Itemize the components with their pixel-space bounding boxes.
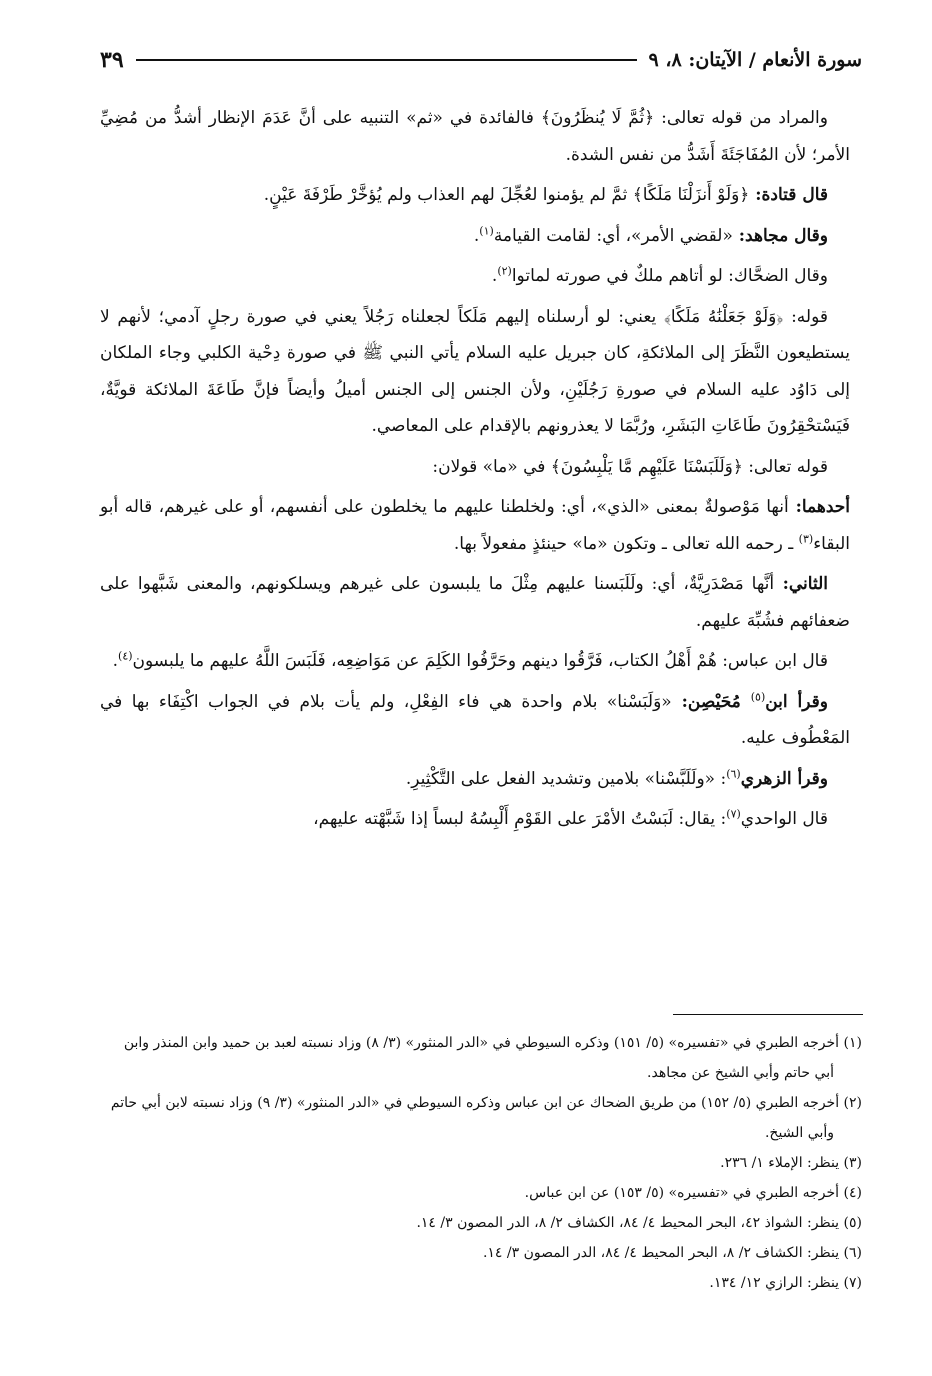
main-text: [100, 100, 850, 842]
paragraph: [100, 761, 850, 798]
page-header: [100, 40, 862, 80]
bold-phrase: وقرأ الزهري: [740, 768, 828, 789]
footnotes: [100, 1028, 862, 1298]
bold-phrase: مُحَيْصِن:: [671, 691, 751, 712]
text-run: أنَّها مَصْدَرِيَّةٌ، أي: ولَلَبَسنا عليهم مِثْلَ ما يلبسون على غيرهم ويسلكونهم، والمعنى شَبَّهوا على ضعفائهم فشُبِّهَ عليهم.: [100, 574, 850, 631]
text-run: وقال الضحَّاك: لو أتاهم ملكٌ في صورته لماتوا: [511, 266, 828, 286]
text-run: «لقضي الأمر»، أي: لقامت القيامة: [493, 225, 733, 246]
paragraph: [100, 449, 850, 486]
text-run: : يقال: لَبَسْتُ الأمْرَ على القَوْمِ أَلْبِسُهُ لبساً إذا شَبَّهْته عليهم،: [313, 809, 727, 829]
footnote-separator: [673, 1014, 863, 1015]
page-number: ٣٩: [100, 47, 124, 73]
text-run: قوله: ﴿وَلَوْ جَعَلْنَٰهُ مَلَكًا﴾ يعني: لو أرسلناه إليهم مَلَكاً لجعلناه رَجُلاً يعني في صورة رجلٍ آدمي؛ لأنهم لا يستطيعون النَّظَرَ إلى الملائكةِ، كان جبريل عليه السلام يأتي النبي ﷺ في صورة دِحْية الكلبي وجاء الملكان إلى دَاوُد عليه السلام في صورةِ رَجُلَيْنِ، ولأن الجنس إلى الجنس أميلُ وأيضاً فإنَّ طَاعَةَ الملائكة قويَّةٌ، فَيَسْتحْقِرُونَ طَاعَاتِ البَشَرِ، ورُبَّمَا لا يعذرونهم بالإقدام على المعاصي.: [100, 306, 850, 436]
paragraph: [100, 258, 850, 295]
paragraph: [100, 177, 850, 214]
footnote: (٤) أخرجه الطبري في «تفسيره» (٥/ ١٥٣) عن ابن عباس.: [524, 1185, 862, 1201]
footnote-ref: (٧): [726, 807, 741, 821]
paragraph: [100, 684, 850, 757]
paragraph: [100, 299, 850, 445]
footnote-ref: (٥): [750, 689, 766, 703]
text-run: : «ولَلَبَّسْنا» بلامين وتشديد الفعل على التَّكْثِيرِ.: [405, 768, 727, 789]
text-run: أنها مَوْصولةٌ بمعنى «الذي»، أي: ولخلطنا عليهم ما يخلطون على أنفسهم، أو على غيرهم، قاله أبو البقاء: [100, 497, 850, 554]
footnote-ref: (٦): [726, 766, 741, 780]
paragraph: [100, 566, 850, 639]
bold-phrase: وقال مجاهد:: [732, 225, 828, 246]
footnote-ref: (٣): [798, 531, 814, 545]
text-run: .: [112, 651, 119, 671]
text-run: .: [473, 225, 480, 246]
bold-phrase: قال قتادة:: [749, 185, 828, 205]
text-run: ﴿وَلَوْ أَنزَلْنَا مَلَكًا﴾ ثمَّ لم يؤمنوا لعُجِّلَ لهم العذاب ولم يُؤخَّرْ طَرْفَةَ عَيْنٍ.: [263, 185, 750, 205]
text-run: «وَلَبَسْنا» بلام واحدة هي فاء الفِعْلِ، ولم يأت بلام في الجواب اكْتِفَاء بها في المَعْطُوف عليه.: [100, 691, 850, 748]
text-run: .: [491, 266, 498, 286]
footnote: (٧) ينظر: الرازي ١٢/ ١٣٤.: [709, 1275, 862, 1291]
footnote: (١) أخرجه الطبري في «تفسيره» (٥/ ١٥١) وذكره السيوطي في «الدر المنثور» (٣/ ٨) وزاد نسبته لعبد بن حميد وابن المنذر وابن أبي حاتم وأبي الشيخ عن مجاهد.: [123, 1035, 862, 1081]
paragraph: [100, 218, 850, 255]
text-run: والمراد من قوله تعالى: ﴿ثُمَّ لَا يُنظَرُونَ﴾ فالفائدة في «ثم» التنبيه على أنَّ عَدَمَ الإنظار أشدُّ من مُضِيِّ الأمر؛ لأن المُفَاجَئَةَ أَشَدُّ من نفس الشدة.: [100, 108, 850, 165]
bold-phrase: أحدهما:: [788, 497, 850, 517]
text-run: قال الواحدي: [740, 809, 828, 829]
footnote: (٥) ينظر: الشواذ ٤٢، البحر المحيط ٤/ ٨٤، الكشاف ٢/ ٨، الدر المصون ٣/ ١٤.: [416, 1215, 862, 1231]
text-run: قال ابن عباس: هُمْ أَهْلُ الكتاب، فَرَّقُوا دينهم وحَرَّفُوا الكَلِمَ عن مَوَاضِعِه، فَلَبَسَ اللَّهُ عليهم ما يلبسون: [132, 651, 828, 671]
text-run: قوله تعالى: ﴿وَلَلَبَسْنَا عَلَيْهِم مَّا يَلْبِسُونَ﴾ في «ما» قولان:: [432, 456, 828, 477]
paragraph: [100, 100, 850, 173]
paragraph: [100, 801, 850, 838]
bold-phrase: وقرأ ابن: [765, 691, 828, 712]
paragraph: [100, 489, 850, 562]
footnote: (٢) أخرجه الطبري (٥/ ١٥٢) من طريق الضحاك عن ابن عباس وذكره السيوطي في «الدر المنثور» (٣/ ٩) وزاد نسبته لابن أبي حاتم وأبي الشيخ.: [110, 1095, 862, 1141]
paragraph: [100, 643, 850, 680]
bold-phrase: الثاني:: [774, 574, 828, 594]
text-run: ـ رحمه الله تعالى ـ وتكون «ما» حينئذٍ مفعولاً بها.: [453, 533, 799, 554]
surah-title: سورة الأنعام / الآيتان: ٨، ٩: [648, 49, 862, 71]
footnote-ref: (١): [479, 223, 494, 237]
footnote: (٦) ينظر: الكشاف ٢/ ٨، البحر المحيط ٤/ ٨٤، الدر المصون ٣/ ١٤.: [482, 1245, 862, 1261]
footnote-ref: (٢): [497, 264, 512, 278]
header-rule: [136, 59, 637, 61]
footnote: (٣) ينظر: الإملاء ١/ ٢٣٦.: [720, 1155, 862, 1171]
footnote-ref: (٤): [118, 649, 133, 663]
